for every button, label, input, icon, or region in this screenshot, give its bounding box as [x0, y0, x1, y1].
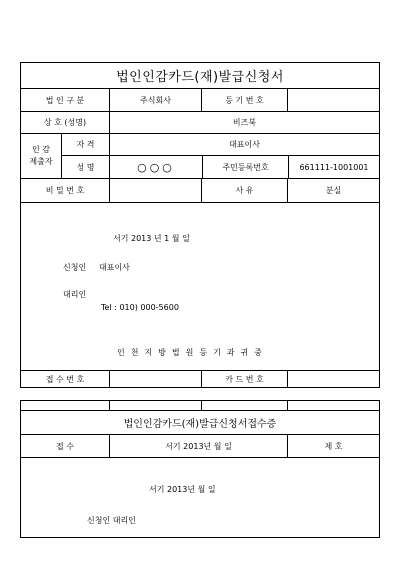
receipt-date: 서기 2013년 월 일 [109, 435, 287, 457]
name-label: 성 명 [76, 162, 95, 172]
receipt-title: 법인인감카드(재)발급신청서접수증 [123, 419, 277, 430]
receipt-top-strip-mid [109, 401, 201, 410]
reason-value: 분실 [287, 179, 379, 202]
seal-submitter-group [21, 134, 379, 179]
corporation-type-value: 주식회사 [109, 89, 201, 111]
qualification-label: 자 격 [76, 140, 95, 149]
receipt-top-strip-right [201, 401, 287, 410]
receipt-form [20, 400, 380, 538]
applicant-value: 대표이사 [99, 263, 130, 272]
card-number-value [287, 371, 379, 387]
receipt-top-strip-left [21, 401, 109, 410]
resident-number-label: 주민등록번호 [202, 156, 288, 178]
recipient-court: 인천지방법원등기과귀중 [117, 348, 269, 357]
seal-submitter-label-line2: 제출자 [29, 157, 53, 166]
resident-number-value: 661111-1001001 [288, 156, 379, 178]
name-value: ○○○ [109, 156, 202, 178]
registration-number-value [287, 89, 379, 111]
trade-name-row [21, 112, 379, 134]
receipt-body [21, 458, 379, 537]
receipt-label: 접 수 [56, 441, 74, 451]
receipt-number-suffix: 제 호 [287, 435, 379, 457]
application-form [20, 62, 380, 388]
receipt-body-date: 서기 2013년 월 일 [149, 485, 216, 494]
registration-number-label: 등 기 번 호 [201, 89, 287, 111]
applicant-label: 신청인 [63, 263, 87, 272]
password-label: 비 밀 번 호 [45, 186, 85, 195]
reason-label: 사 유 [201, 179, 287, 202]
qualification-row [62, 134, 379, 156]
form-title: 법인인감카드(재)발급신청서 [116, 70, 284, 85]
receipt-title-row [21, 411, 379, 435]
receipt-applicant-agent: 신청인 대리인 [87, 516, 136, 525]
corporation-type-row [21, 89, 379, 112]
application-body [21, 203, 379, 371]
receipt-top-strip-end [287, 401, 379, 410]
receipt-number-label: 접 수 번 호 [45, 374, 85, 384]
password-value [109, 179, 201, 202]
trade-name-value: 비즈북 [109, 112, 379, 133]
card-number-label: 카 드 번 호 [201, 371, 287, 387]
agent-label: 대리인 [63, 290, 87, 299]
telephone-line: Tel : 010) 000-5600 [101, 303, 179, 312]
receipt-number-row [21, 371, 379, 387]
application-date: 서기 2013 년 1 월 일 [113, 234, 190, 243]
corporation-type-label: 법 인 구 분 [45, 95, 85, 105]
seal-submitter-label-line1: 인 감 [32, 145, 50, 154]
name-row [62, 156, 379, 178]
password-row [21, 179, 379, 203]
receipt-number-value [109, 371, 201, 387]
receipt-info-row [21, 435, 379, 458]
form-title-row [21, 63, 379, 89]
receipt-top-strip [21, 401, 379, 411]
trade-name-label: 상 호 (성명) [43, 118, 87, 127]
seal-submitter-label [21, 134, 61, 178]
group-divider [61, 134, 379, 178]
qualification-value: 대표이사 [109, 134, 379, 155]
